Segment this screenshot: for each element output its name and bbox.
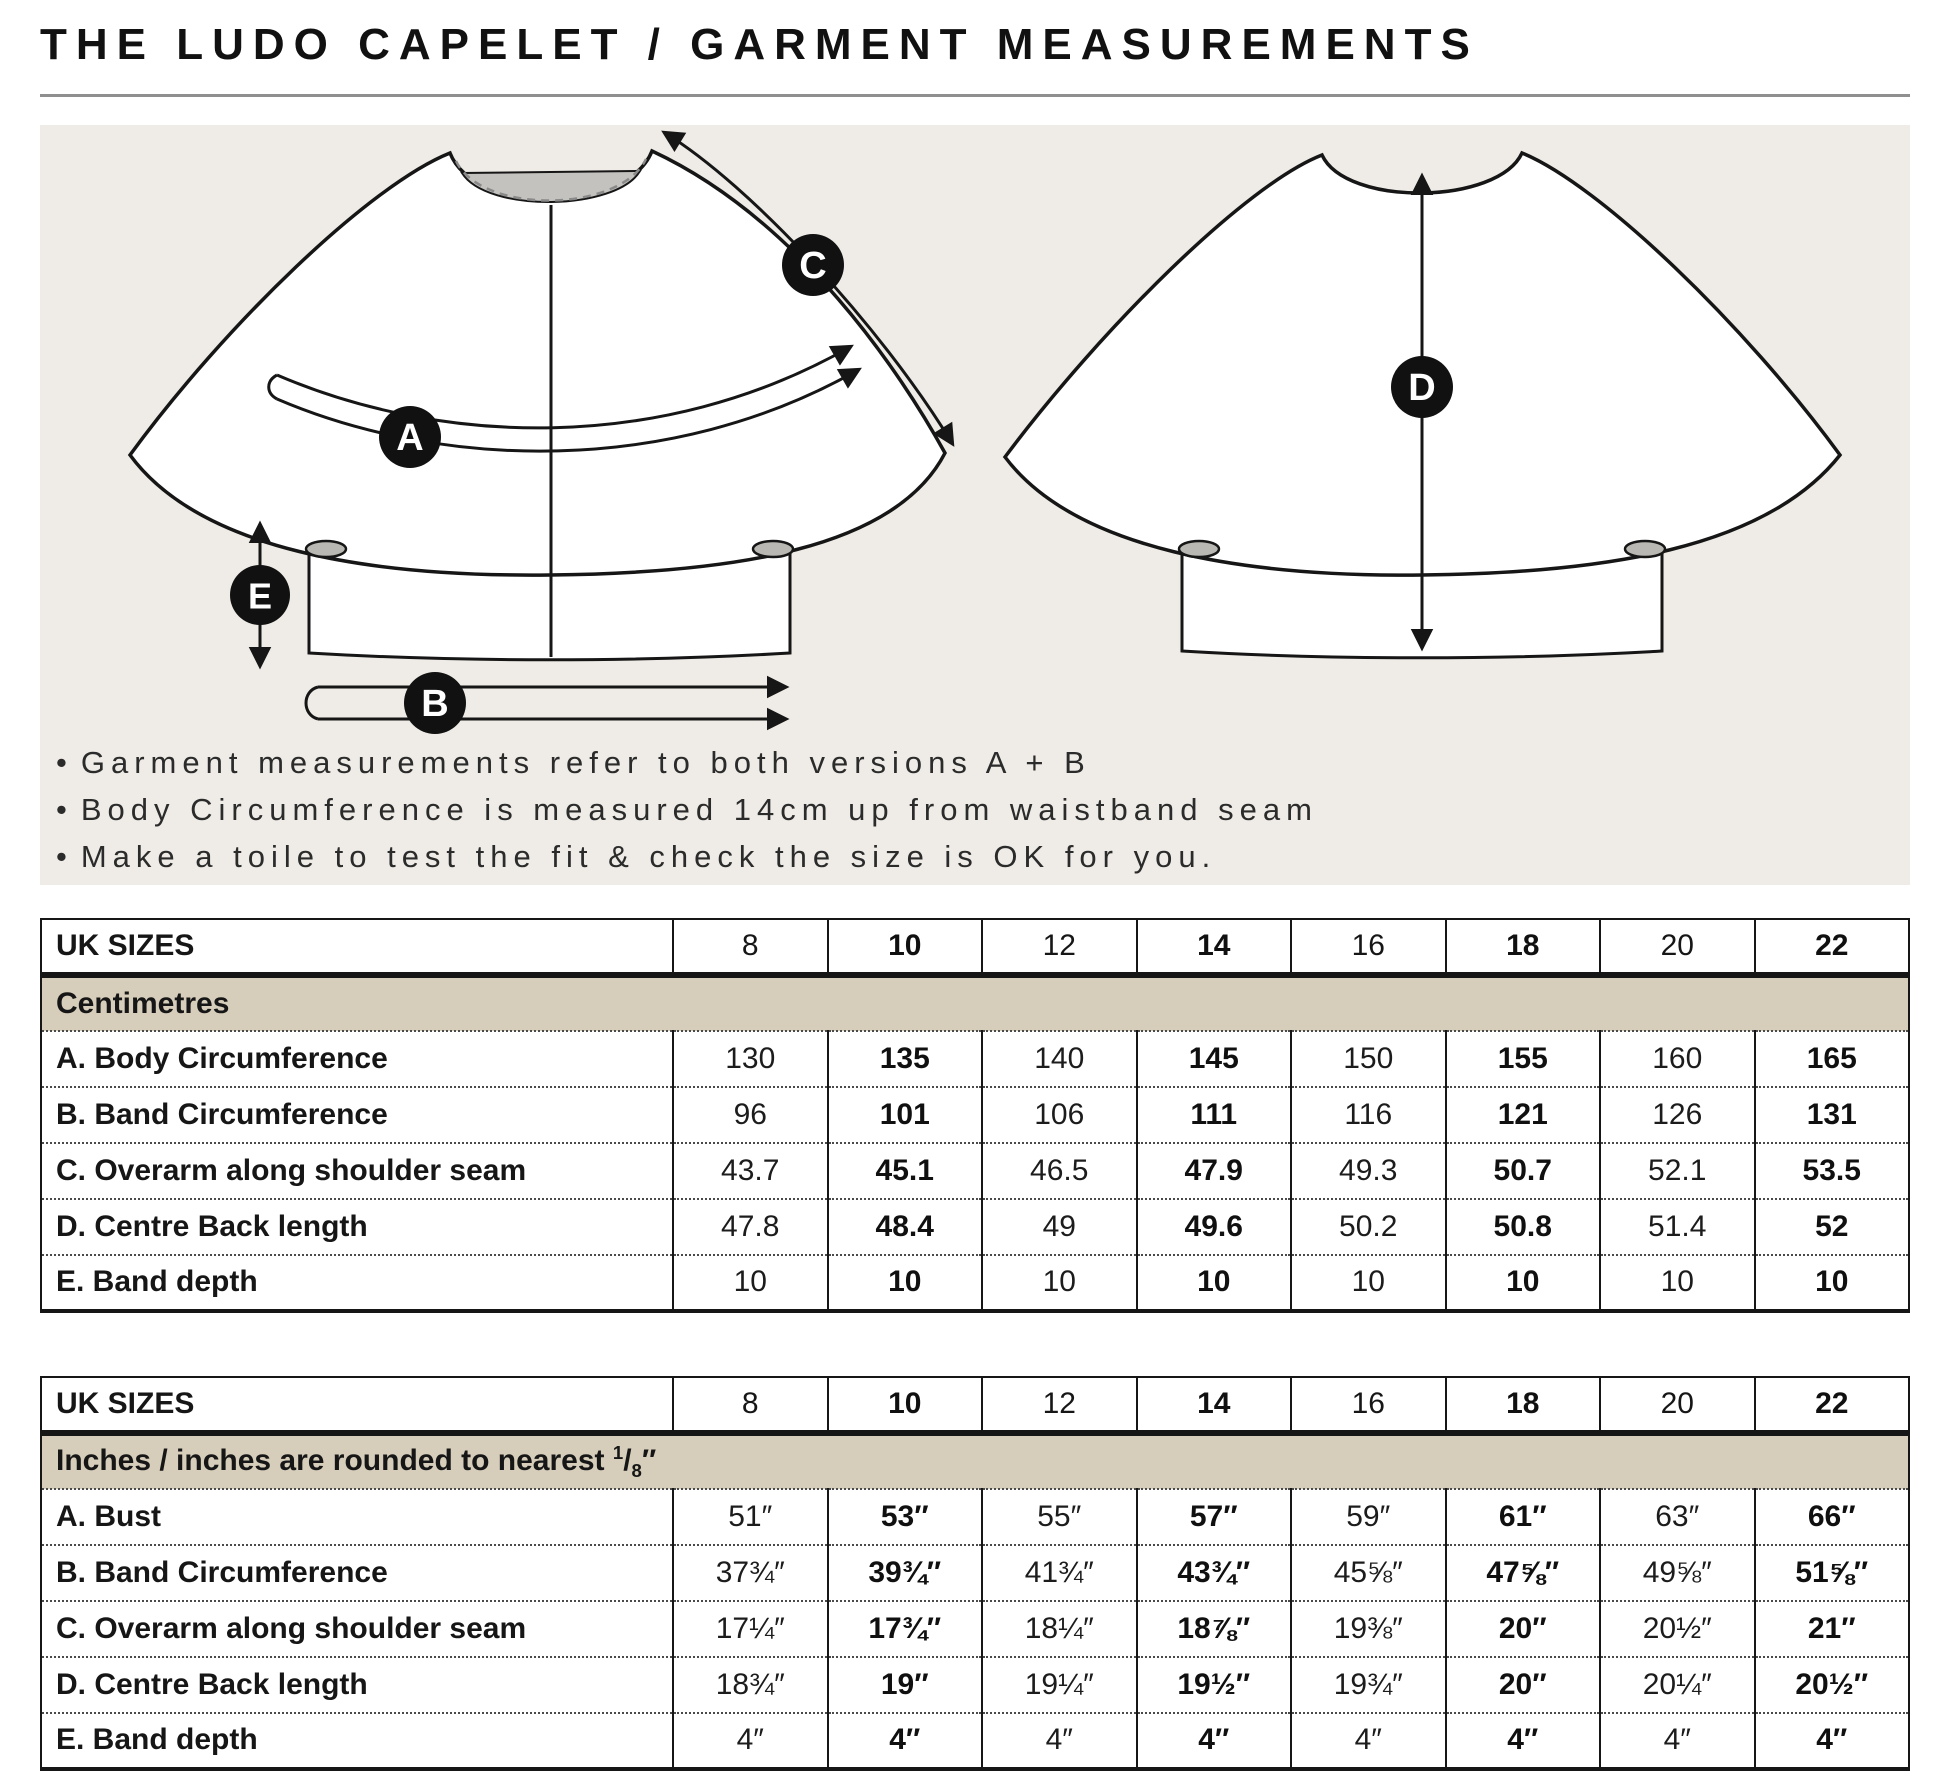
badge-c <box>782 234 844 296</box>
cm-size-header-12: 12 <box>982 919 1137 975</box>
cm-value-cell: 47.8 <box>673 1199 828 1255</box>
inch-value-cell: 41¾″ <box>982 1545 1137 1601</box>
inch-value-cell: 61″ <box>1446 1489 1601 1545</box>
inch-size-header-14: 14 <box>1137 1377 1292 1433</box>
inch-value-cell: 51⅝″ <box>1755 1545 1910 1601</box>
note-text: Garment measurements refer to both versions A + B <box>80 744 1091 780</box>
inch-value-cell: 39¾″ <box>828 1545 983 1601</box>
table-row <box>41 1657 1909 1713</box>
inch-value-cell: 18⅞″ <box>1137 1601 1292 1657</box>
cm-value-cell: 145 <box>1137 1031 1292 1087</box>
cm-value-cell: 10 <box>1755 1255 1910 1311</box>
inch-value-cell: 4″ <box>828 1713 983 1769</box>
uk-sizes-header-row <box>41 919 1909 975</box>
inch-value-cell: 19″ <box>828 1657 983 1713</box>
cm-value-cell: 111 <box>1137 1087 1292 1143</box>
badge-b-label: B <box>421 682 449 725</box>
inch-value-cell: 47⅝″ <box>1446 1545 1601 1601</box>
table-row <box>41 1199 1909 1255</box>
uk-sizes-label: UK SIZES <box>41 919 673 975</box>
cm-value-cell: 43.7 <box>673 1143 828 1199</box>
inch-row-label: D. Centre Back length <box>41 1657 673 1713</box>
cm-value-cell: 121 <box>1446 1087 1601 1143</box>
cm-row-label: B. Band Circumference <box>41 1087 673 1143</box>
inch-value-cell: 53″ <box>828 1489 983 1545</box>
cm-unit-row <box>41 975 1909 1031</box>
inch-value-cell: 63″ <box>1600 1489 1755 1545</box>
cm-row-label: A. Body Circumference <box>41 1031 673 1087</box>
cm-row-label: D. Centre Back length <box>41 1199 673 1255</box>
inch-value-cell: 18¼″ <box>982 1601 1137 1657</box>
cm-value-cell: 130 <box>673 1031 828 1087</box>
cm-row-label: C. Overarm along shoulder seam <box>41 1143 673 1199</box>
inch-value-cell: 66″ <box>1755 1489 1910 1545</box>
cm-value-cell: 140 <box>982 1031 1137 1087</box>
inch-value-cell: 19½″ <box>1137 1657 1292 1713</box>
cm-value-cell: 96 <box>673 1087 828 1143</box>
note-item-3 <box>56 833 1910 880</box>
inches-size-table <box>40 1376 1910 1771</box>
table-row <box>41 1601 1909 1657</box>
inch-value-cell: 20″ <box>1446 1657 1601 1713</box>
inch-value-cell: 45⅝″ <box>1291 1545 1446 1601</box>
badge-c-label: C <box>799 244 827 287</box>
table-row <box>41 1031 1909 1087</box>
inch-size-header-10: 10 <box>828 1377 983 1433</box>
table-row <box>41 1545 1909 1601</box>
note-item-1 <box>56 739 1910 786</box>
back-view <box>1005 153 1840 658</box>
inch-value-cell: 4″ <box>982 1713 1137 1769</box>
cm-value-cell: 10 <box>1291 1255 1446 1311</box>
inch-size-header-16: 16 <box>1291 1377 1446 1433</box>
back-band-roll-right <box>1625 541 1665 557</box>
note-item-2 <box>56 786 1910 833</box>
inch-row-label: B. Band Circumference <box>41 1545 673 1601</box>
cm-value-cell: 50.2 <box>1291 1199 1446 1255</box>
table-row <box>41 1087 1909 1143</box>
inch-size-header-12: 12 <box>982 1377 1137 1433</box>
inch-value-cell: 51″ <box>673 1489 828 1545</box>
note-text: Make a toile to test the fit & check the size is OK for you. <box>80 838 1217 874</box>
cm-value-cell: 49.6 <box>1137 1199 1292 1255</box>
cm-value-cell: 52 <box>1755 1199 1910 1255</box>
cm-value-cell: 10 <box>673 1255 828 1311</box>
inch-value-cell: 19¼″ <box>982 1657 1137 1713</box>
inch-value-cell: 4″ <box>1291 1713 1446 1769</box>
inch-value-cell: 17¼″ <box>673 1601 828 1657</box>
cm-size-header-20: 20 <box>1600 919 1755 975</box>
inch-value-cell: 17¾″ <box>828 1601 983 1657</box>
inch-value-cell: 37¾″ <box>673 1545 828 1601</box>
cm-value-cell: 126 <box>1600 1087 1755 1143</box>
bullet-icon: • <box>56 838 73 874</box>
cm-value-cell: 116 <box>1291 1087 1446 1143</box>
cm-table-section <box>40 918 1910 1313</box>
inch-size-header-8: 8 <box>673 1377 828 1433</box>
inch-unit-label: Inches / inches are rounded to nearest $^1/_8''$ <box>41 1433 1909 1489</box>
cm-value-cell: 48.4 <box>828 1199 983 1255</box>
inch-value-cell: 20½″ <box>1600 1601 1755 1657</box>
table-row <box>41 1489 1909 1545</box>
uk-sizes-header-row <box>41 1377 1909 1433</box>
inches-table-section <box>40 1376 1910 1771</box>
inch-value-cell: 4″ <box>1755 1713 1910 1769</box>
inch-value-cell: 4″ <box>673 1713 828 1769</box>
cm-size-header-10: 10 <box>828 919 983 975</box>
badge-a <box>379 406 441 468</box>
badge-d <box>1391 356 1453 418</box>
cm-value-cell: 45.1 <box>828 1143 983 1199</box>
table-row <box>41 1255 1909 1311</box>
inch-value-cell: 55″ <box>982 1489 1137 1545</box>
band-circumference-measure-b <box>306 687 785 719</box>
inch-value-cell: 20½″ <box>1755 1657 1910 1713</box>
bullet-icon: • <box>56 744 73 780</box>
cm-value-cell: 165 <box>1755 1031 1910 1087</box>
cm-unit-label: Centimetres <box>41 975 1909 1031</box>
diagram-panel <box>40 125 1910 885</box>
cm-value-cell: 160 <box>1600 1031 1755 1087</box>
front-band-roll-right <box>753 541 793 557</box>
capelet-diagram <box>40 125 1910 739</box>
inch-value-cell: 49⅝″ <box>1600 1545 1755 1601</box>
cm-size-table <box>40 918 1910 1313</box>
cm-value-cell: 10 <box>982 1255 1137 1311</box>
inch-size-header-22: 22 <box>1755 1377 1910 1433</box>
cm-value-cell: 135 <box>828 1031 983 1087</box>
cm-size-header-16: 16 <box>1291 919 1446 975</box>
cm-value-cell: 47.9 <box>1137 1143 1292 1199</box>
cm-size-header-18: 18 <box>1446 919 1601 975</box>
cm-value-cell: 10 <box>1137 1255 1292 1311</box>
cm-value-cell: 10 <box>828 1255 983 1311</box>
inch-row-label: A. Bust <box>41 1489 673 1545</box>
inch-value-cell: 20¼″ <box>1600 1657 1755 1713</box>
cm-value-cell: 50.7 <box>1446 1143 1601 1199</box>
cm-value-cell: 50.8 <box>1446 1199 1601 1255</box>
inch-value-cell: 19⅜″ <box>1291 1601 1446 1657</box>
inch-value-cell: 4″ <box>1600 1713 1755 1769</box>
table-row <box>41 1143 1909 1199</box>
cm-value-cell: 131 <box>1755 1087 1910 1143</box>
uk-sizes-label: UK SIZES <box>41 1377 673 1433</box>
inch-value-cell: 59″ <box>1291 1489 1446 1545</box>
cm-size-header-8: 8 <box>673 919 828 975</box>
cm-size-header-14: 14 <box>1137 919 1292 975</box>
inch-size-header-20: 20 <box>1600 1377 1755 1433</box>
table-row <box>41 1713 1909 1769</box>
cm-value-cell: 46.5 <box>982 1143 1137 1199</box>
badge-e-label: E <box>247 575 273 617</box>
cm-value-cell: 49 <box>982 1199 1137 1255</box>
note-text: Body Circumference is measured 14cm up from waistband seam <box>80 791 1318 827</box>
inch-size-header-18: 18 <box>1446 1377 1601 1433</box>
cm-row-label: E. Band depth <box>41 1255 673 1311</box>
measurement-notes <box>40 739 1910 880</box>
cm-value-cell: 150 <box>1291 1031 1446 1087</box>
title-divider <box>40 94 1910 97</box>
cm-value-cell: 155 <box>1446 1031 1601 1087</box>
cm-size-header-22: 22 <box>1755 919 1910 975</box>
inch-value-cell: 19¾″ <box>1291 1657 1446 1713</box>
inch-value-cell: 20″ <box>1446 1601 1601 1657</box>
inch-row-label: C. Overarm along shoulder seam <box>41 1601 673 1657</box>
badge-d-label: D <box>1408 366 1436 409</box>
badge-b <box>404 672 466 734</box>
inch-value-cell: 21″ <box>1755 1601 1910 1657</box>
inch-row-label: E. Band depth <box>41 1713 673 1769</box>
cm-value-cell: 49.3 <box>1291 1143 1446 1199</box>
back-band-roll-left <box>1179 541 1219 557</box>
badge-e <box>230 565 290 625</box>
front-band-roll-left <box>306 541 346 557</box>
cm-value-cell: 51.4 <box>1600 1199 1755 1255</box>
inch-value-cell: 18¾″ <box>673 1657 828 1713</box>
cm-value-cell: 53.5 <box>1755 1143 1910 1199</box>
cm-value-cell: 52.1 <box>1600 1143 1755 1199</box>
bullet-icon: • <box>56 791 73 827</box>
page-title: THE LUDO CAPELET / GARMENT MEASUREMENTS <box>40 20 1479 69</box>
inch-value-cell: 43¾″ <box>1137 1545 1292 1601</box>
inch-unit-row <box>41 1433 1909 1489</box>
badge-a-label: A <box>396 416 424 459</box>
cm-value-cell: 106 <box>982 1087 1137 1143</box>
cm-value-cell: 10 <box>1600 1255 1755 1311</box>
cm-value-cell: 101 <box>828 1087 983 1143</box>
inch-value-cell: 4″ <box>1446 1713 1601 1769</box>
inch-value-cell: 4″ <box>1137 1713 1292 1769</box>
front-view <box>130 133 952 734</box>
inch-value-cell: 57″ <box>1137 1489 1292 1545</box>
cm-value-cell: 10 <box>1446 1255 1601 1311</box>
